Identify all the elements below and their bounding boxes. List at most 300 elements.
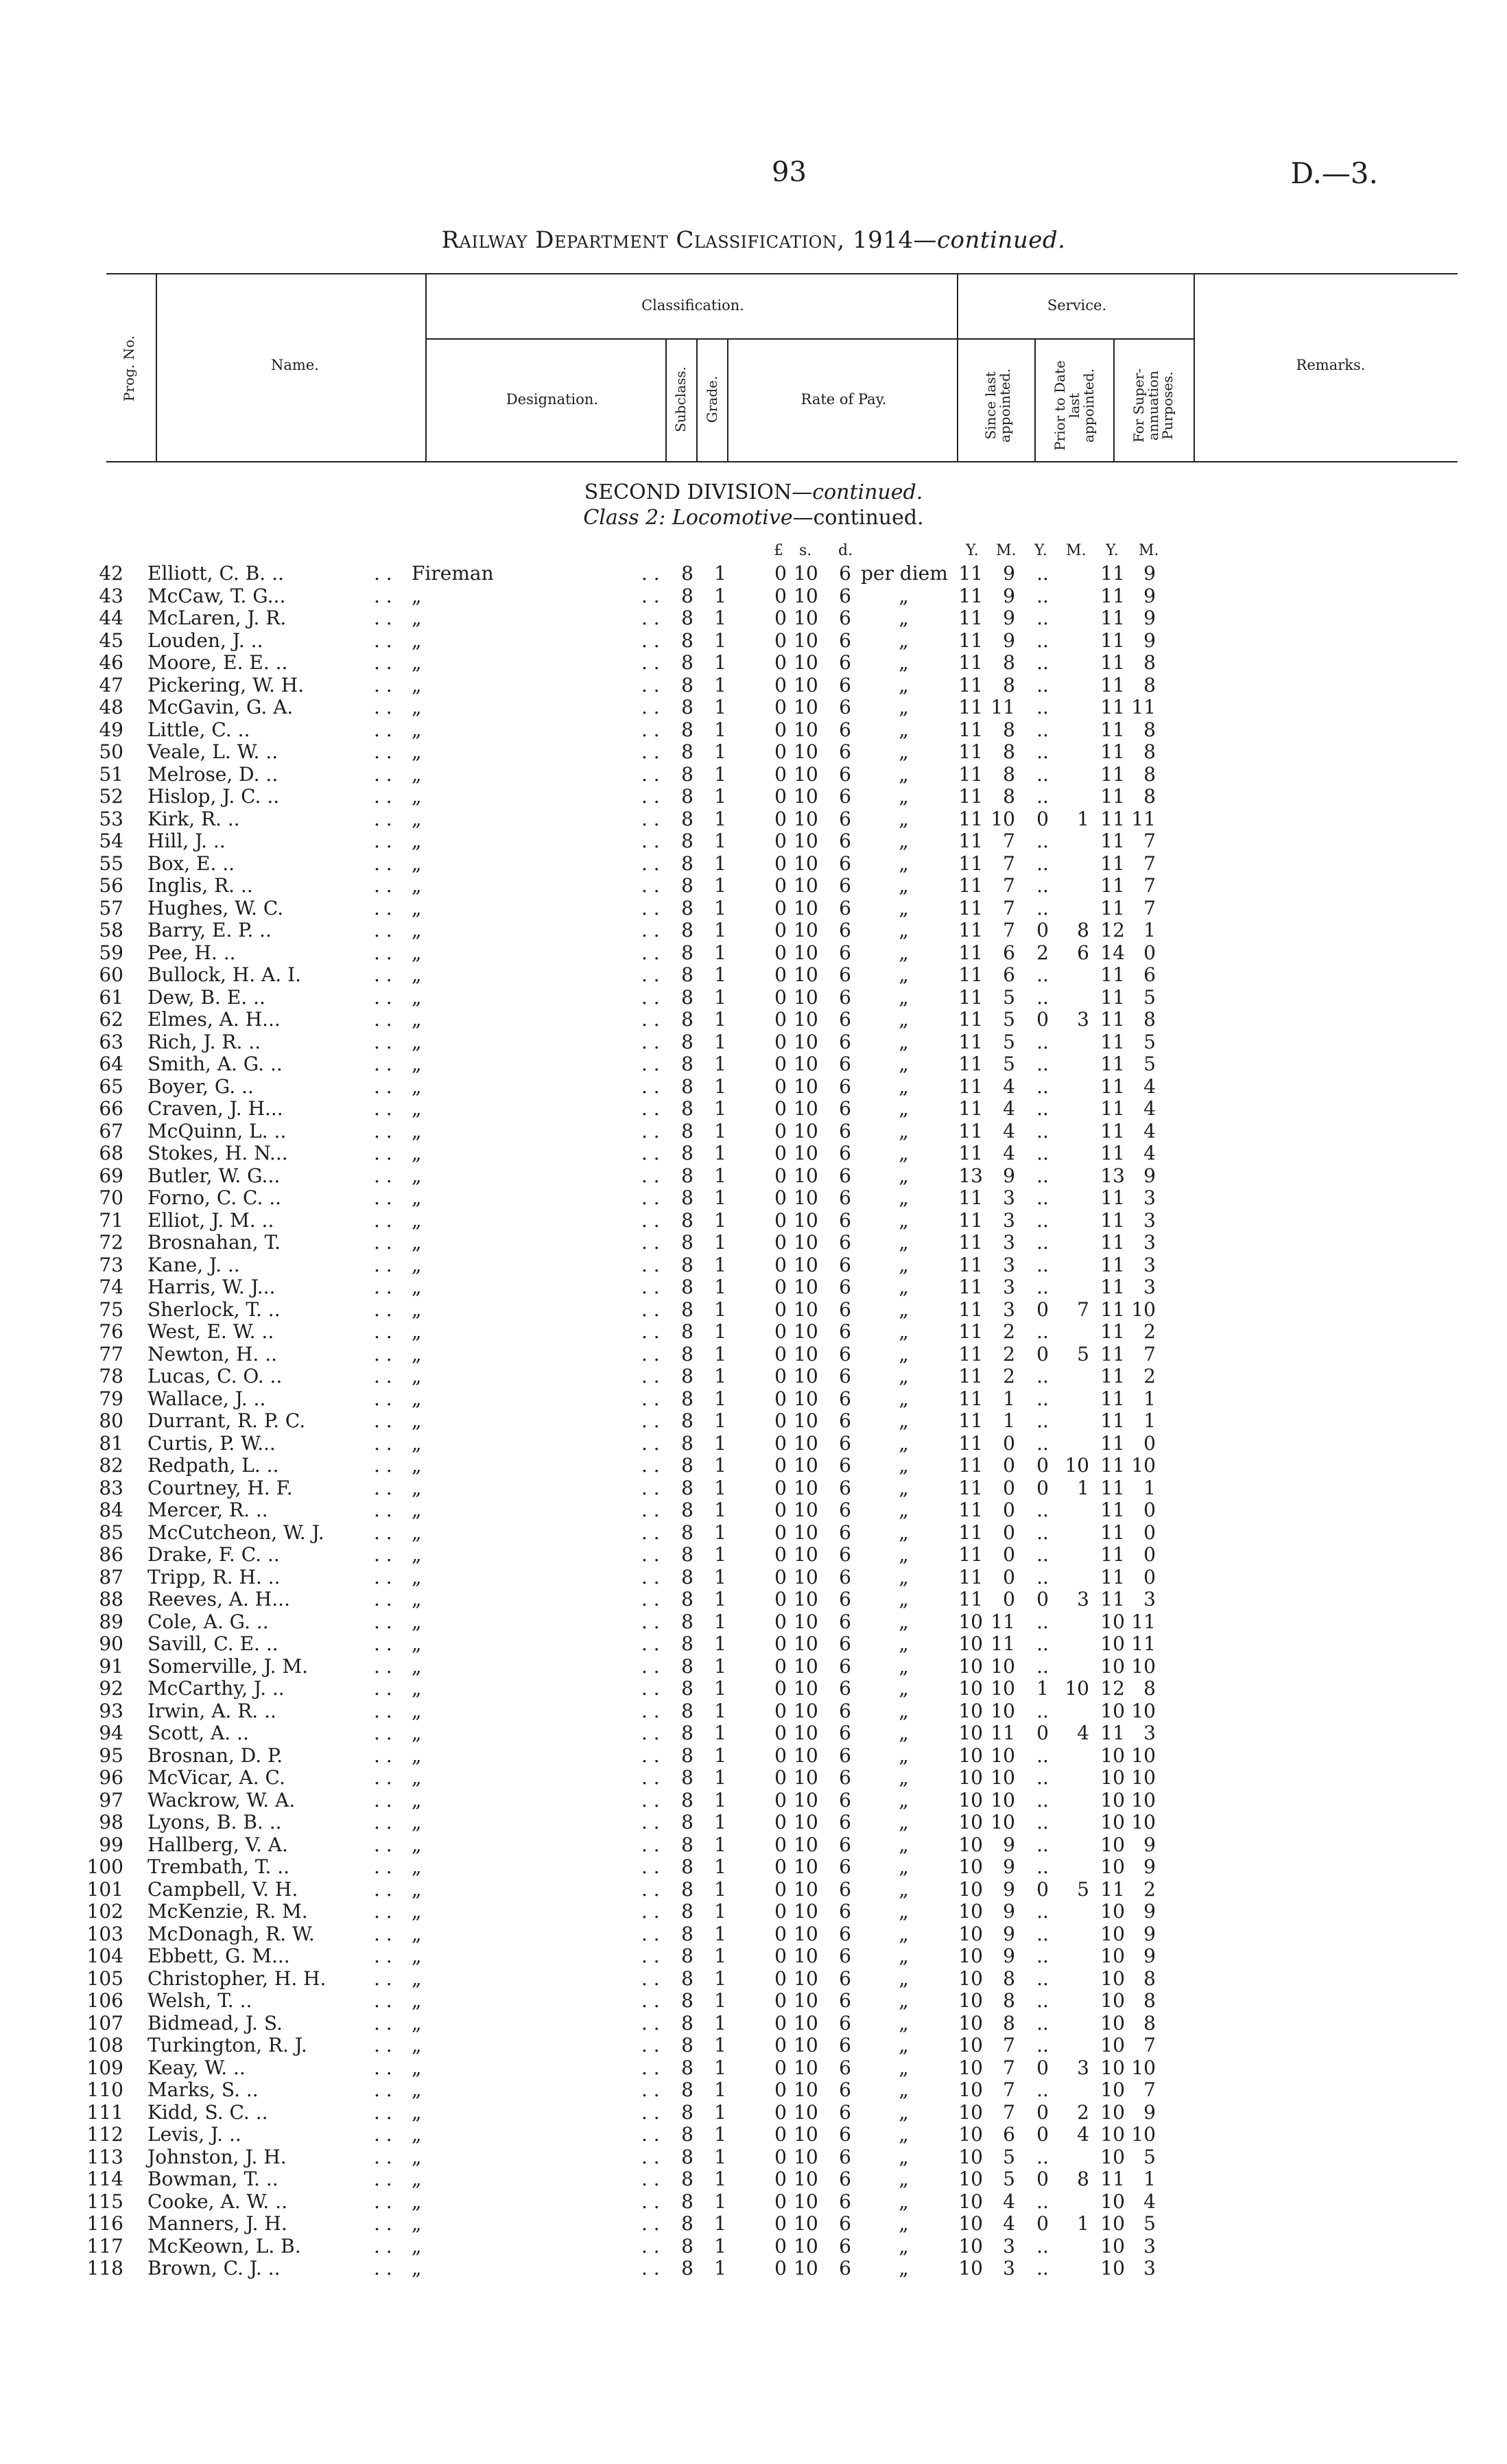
pay-period: „ bbox=[899, 896, 909, 919]
pay-shillings: 10 bbox=[794, 2168, 818, 2190]
leader-dots: . . bbox=[374, 1142, 392, 1164]
pay-pence: 6 bbox=[839, 2011, 851, 2034]
super-years: 10 bbox=[1100, 1811, 1125, 1833]
grade: 1 bbox=[714, 1766, 726, 1789]
prog-no: 53 bbox=[99, 807, 123, 830]
table-row bbox=[0, 1433, 1507, 1455]
employee-name: Pickering, W. H. bbox=[147, 673, 305, 696]
super-months: 4 bbox=[1143, 1097, 1156, 1120]
subclass: 8 bbox=[681, 1431, 693, 1455]
super-months: 9 bbox=[1143, 1945, 1156, 1967]
prior-years: 0 bbox=[1036, 1722, 1049, 1744]
pay-pounds: 0 bbox=[774, 2234, 787, 2257]
pay-shillings: 10 bbox=[794, 2100, 818, 2124]
pay-pence: 6 bbox=[839, 1811, 851, 1833]
grade: 1 bbox=[714, 1119, 726, 1142]
super-months: 11 bbox=[1131, 1610, 1156, 1633]
since-years: 11 bbox=[958, 1075, 983, 1098]
pay-period: „ bbox=[899, 1677, 909, 1700]
leader-dots: . . bbox=[641, 1654, 660, 1678]
pay-period: „ bbox=[899, 1654, 909, 1678]
prior-years: .. bbox=[1036, 1431, 1049, 1455]
pay-pounds: 0 bbox=[774, 1788, 787, 1811]
leader-dots: . . bbox=[641, 1945, 660, 1967]
header-divider-9 bbox=[1194, 273, 1195, 461]
designation: „ bbox=[412, 2212, 422, 2235]
since-years: 10 bbox=[958, 2123, 983, 2146]
leader-dots: . . bbox=[641, 1499, 660, 1521]
prior-years: .. bbox=[1036, 2234, 1049, 2257]
grade: 1 bbox=[714, 1387, 726, 1410]
employee-name: Bidmead, J. S. bbox=[147, 2011, 283, 2034]
prior-years: 0 bbox=[1036, 919, 1049, 941]
super-years: 11 bbox=[1100, 1142, 1125, 1164]
super-years: 11 bbox=[1100, 1877, 1125, 1901]
pay-period: „ bbox=[899, 1521, 909, 1544]
classification-header: Classification. bbox=[641, 297, 744, 314]
table-row bbox=[0, 2079, 1507, 2102]
designation: „ bbox=[412, 1231, 422, 1254]
since-months: 0 bbox=[1003, 1565, 1015, 1588]
pay-shillings: 10 bbox=[794, 2011, 818, 2034]
prior-months: 10 bbox=[1065, 1677, 1089, 1700]
since-years: 10 bbox=[958, 2257, 983, 2279]
subclass: 8 bbox=[681, 1855, 693, 1878]
pay-pence: 6 bbox=[839, 1142, 851, 1164]
table-row bbox=[0, 1923, 1507, 1946]
prior-months: 1 bbox=[1077, 1476, 1089, 1499]
leader-dots: . . bbox=[641, 1543, 660, 1566]
pay-pounds: 0 bbox=[774, 941, 787, 964]
pay-pounds: 0 bbox=[774, 1811, 787, 1833]
subclass: 8 bbox=[681, 696, 693, 718]
table-row bbox=[0, 1745, 1507, 1768]
super-years: 11 bbox=[1100, 1053, 1125, 1075]
table-row bbox=[0, 1722, 1507, 1745]
subclass: 8 bbox=[681, 1142, 693, 1164]
super-years: 11 bbox=[1100, 874, 1125, 897]
pay-shillings: 10 bbox=[794, 963, 818, 986]
since-months: 1 bbox=[1003, 1387, 1015, 1410]
super-months: 1 bbox=[1143, 1476, 1156, 1499]
subclass: 8 bbox=[681, 2078, 693, 2101]
leader-dots: . . bbox=[641, 1699, 660, 1722]
table-row bbox=[0, 741, 1507, 764]
grade: 1 bbox=[714, 2100, 726, 2124]
pay-pounds: 0 bbox=[774, 1945, 787, 1967]
employee-name: Savill, C. E. .. bbox=[147, 1632, 278, 1655]
prior-years: .. bbox=[1036, 1231, 1049, 1254]
prior-years: .. bbox=[1036, 1766, 1049, 1789]
division-heading bbox=[0, 480, 1507, 504]
designation: „ bbox=[412, 2078, 422, 2101]
super-months: 8 bbox=[1143, 1677, 1156, 1700]
since-years: 10 bbox=[958, 1788, 983, 1811]
designation: „ bbox=[412, 985, 422, 1009]
since-years: 11 bbox=[958, 941, 983, 964]
superannuation-header: For Super-annuation Purposes. bbox=[1130, 368, 1176, 443]
pay-pounds: 0 bbox=[774, 1654, 787, 1678]
employee-name: Welsh, T. .. bbox=[147, 1989, 252, 2012]
grade: 1 bbox=[714, 762, 726, 786]
pay-pounds: 0 bbox=[774, 2212, 787, 2235]
employee-name: Mercer, R. .. bbox=[147, 1499, 268, 1521]
prior-years: .. bbox=[1036, 673, 1049, 696]
pay-period: „ bbox=[899, 1766, 909, 1789]
pay-period: „ bbox=[899, 1365, 909, 1387]
pay-pounds: 0 bbox=[774, 762, 787, 786]
designation: „ bbox=[412, 718, 422, 741]
pay-shillings: 10 bbox=[794, 852, 818, 875]
since-years: 11 bbox=[958, 963, 983, 986]
since-months: 8 bbox=[1003, 1989, 1015, 2012]
super-months: 4 bbox=[1143, 2190, 1156, 2213]
pay-shillings: 10 bbox=[794, 651, 818, 674]
pay-shillings: 10 bbox=[794, 1588, 818, 1610]
leader-dots: . . bbox=[641, 2234, 660, 2257]
super-months: 10 bbox=[1131, 1298, 1156, 1321]
super-years: 10 bbox=[1100, 2011, 1125, 2034]
pay-pence: 6 bbox=[839, 941, 851, 964]
grade: 1 bbox=[714, 1053, 726, 1075]
employee-name: Courtney, H. F. bbox=[147, 1476, 293, 1499]
super-years: 12 bbox=[1100, 1677, 1125, 1700]
prior-years: .. bbox=[1036, 762, 1049, 786]
pay-shillings: 10 bbox=[794, 1008, 818, 1031]
subclass: 8 bbox=[681, 1320, 693, 1343]
pay-period: „ bbox=[899, 651, 909, 674]
employee-name: Sherlock, T. .. bbox=[147, 1298, 281, 1321]
subclass: 8 bbox=[681, 1409, 693, 1432]
pay-pounds: 0 bbox=[774, 629, 787, 652]
grade: 1 bbox=[714, 1543, 726, 1566]
designation: „ bbox=[412, 1989, 422, 2012]
grade: 1 bbox=[714, 1253, 726, 1276]
super-years: 10 bbox=[1100, 1922, 1125, 1945]
prior-months: 1 bbox=[1077, 807, 1089, 830]
grade: 1 bbox=[714, 1989, 726, 2012]
pay-shillings: 10 bbox=[794, 1142, 818, 1164]
pay-shillings: 10 bbox=[794, 896, 818, 919]
prior-years: 0 bbox=[1036, 2168, 1049, 2190]
super-years: 11 bbox=[1100, 1543, 1125, 1566]
super-months: 4 bbox=[1143, 1119, 1156, 1142]
subclass: 8 bbox=[681, 1722, 693, 1744]
pay-pounds: 0 bbox=[774, 1208, 787, 1232]
super-years: 10 bbox=[1100, 1744, 1125, 1767]
designation: „ bbox=[412, 629, 422, 652]
prior-years: .. bbox=[1036, 1053, 1049, 1075]
pay-period: „ bbox=[899, 2145, 909, 2168]
leader-dots: . . bbox=[641, 1632, 660, 1655]
super-months: 3 bbox=[1143, 1722, 1156, 1744]
table-row bbox=[0, 942, 1507, 965]
prog-no: 68 bbox=[99, 1142, 123, 1164]
unit-pounds: £ bbox=[774, 542, 783, 559]
table-row bbox=[0, 1879, 1507, 1901]
header-divider-5 bbox=[727, 338, 728, 461]
since-years: 11 bbox=[958, 874, 983, 897]
grade: 1 bbox=[714, 1654, 726, 1678]
super-years: 10 bbox=[1100, 1654, 1125, 1678]
pay-pence: 6 bbox=[839, 1008, 851, 1031]
pay-shillings: 10 bbox=[794, 1387, 818, 1410]
table-row bbox=[0, 1790, 1507, 1812]
employee-name: Elliot, J. M. .. bbox=[147, 1208, 274, 1232]
pay-pence: 6 bbox=[839, 2123, 851, 2146]
prior-years: .. bbox=[1036, 2145, 1049, 2168]
subclass: 8 bbox=[681, 1900, 693, 1923]
designation: „ bbox=[412, 1142, 422, 1164]
pay-shillings: 10 bbox=[794, 1877, 818, 1901]
prior-years: 0 bbox=[1036, 1454, 1049, 1477]
pay-shillings: 10 bbox=[794, 785, 818, 808]
leader-dots: . . bbox=[641, 1722, 660, 1744]
leader-dots: . . bbox=[641, 1342, 660, 1365]
designation: „ bbox=[412, 1298, 422, 1321]
leader-dots: . . bbox=[374, 1276, 392, 1298]
designation: „ bbox=[412, 1766, 422, 1789]
leader-dots: . . bbox=[374, 1811, 392, 1833]
employee-name: Drake, F. C. .. bbox=[147, 1543, 280, 1566]
prior-years: 0 bbox=[1036, 1877, 1049, 1901]
super-months: 9 bbox=[1143, 562, 1156, 585]
super-years: 11 bbox=[1100, 1565, 1125, 1588]
since-months: 6 bbox=[1003, 963, 1015, 986]
employee-name: Veale, L. W. .. bbox=[147, 740, 278, 763]
subclass: 8 bbox=[681, 1811, 693, 1833]
pay-pence: 6 bbox=[839, 673, 851, 696]
table-row bbox=[0, 2124, 1507, 2146]
super-months: 9 bbox=[1143, 607, 1156, 629]
since-months: 7 bbox=[1003, 919, 1015, 941]
leader-dots: . . bbox=[374, 1499, 392, 1521]
since-months: 3 bbox=[1003, 1231, 1015, 1254]
leader-dots: . . bbox=[641, 2123, 660, 2146]
pay-pounds: 0 bbox=[774, 1521, 787, 1544]
table-row bbox=[0, 607, 1507, 630]
leader-dots: . . bbox=[641, 2011, 660, 2034]
prior-years: .. bbox=[1036, 1855, 1049, 1878]
prog-no: 99 bbox=[99, 1833, 123, 1856]
super-years: 11 bbox=[1100, 1499, 1125, 1521]
table-row bbox=[0, 1187, 1507, 1210]
since-months: 10 bbox=[990, 1766, 1015, 1789]
employee-name: Marks, S. .. bbox=[147, 2078, 259, 2101]
pay-shillings: 10 bbox=[794, 985, 818, 1009]
super-years: 10 bbox=[1100, 2234, 1125, 2257]
grade: 1 bbox=[714, 629, 726, 652]
since-months: 3 bbox=[1003, 2257, 1015, 2279]
leader-dots: . . bbox=[641, 941, 660, 964]
header-divider-8 bbox=[1113, 338, 1115, 461]
pay-period: „ bbox=[899, 673, 909, 696]
table-row bbox=[0, 1455, 1507, 1477]
subclass: 8 bbox=[681, 1075, 693, 1098]
subclass-header: Subclass. bbox=[672, 366, 689, 432]
employee-name: Elliott, C. B. .. bbox=[147, 562, 284, 585]
prog-no: 109 bbox=[86, 2056, 123, 2079]
leader-dots: . . bbox=[641, 762, 660, 786]
pay-period: „ bbox=[899, 874, 909, 897]
table-row bbox=[0, 1210, 1507, 1232]
pay-period: „ bbox=[899, 1722, 909, 1744]
pay-pounds: 0 bbox=[774, 2145, 787, 2168]
employee-name: Hill, J. .. bbox=[147, 830, 226, 852]
leader-dots: . . bbox=[641, 1097, 660, 1120]
subclass: 8 bbox=[681, 718, 693, 741]
leader-dots: . . bbox=[374, 2257, 392, 2279]
since-months: 5 bbox=[1003, 985, 1015, 1009]
super-years: 13 bbox=[1100, 1164, 1125, 1187]
header-divider-7 bbox=[1034, 338, 1036, 461]
subclass: 8 bbox=[681, 2100, 693, 2124]
since-years: 11 bbox=[958, 1231, 983, 1254]
pay-pounds: 0 bbox=[774, 2123, 787, 2146]
table-row bbox=[0, 2168, 1507, 2191]
grade: 1 bbox=[714, 985, 726, 1009]
super-years: 11 bbox=[1100, 1476, 1125, 1499]
grade: 1 bbox=[714, 1075, 726, 1098]
leader-dots: . . bbox=[641, 2212, 660, 2235]
super-years: 11 bbox=[1100, 718, 1125, 741]
grade: 1 bbox=[714, 2056, 726, 2079]
employee-name: Johnston, J. H. bbox=[147, 2145, 287, 2168]
grade: 1 bbox=[714, 1610, 726, 1633]
pay-pence: 6 bbox=[839, 874, 851, 897]
employee-name: Tripp, R. H. .. bbox=[147, 1565, 281, 1588]
since-months: 5 bbox=[1003, 1030, 1015, 1053]
subclass: 8 bbox=[681, 2212, 693, 2235]
pay-period: „ bbox=[899, 852, 909, 875]
unit-months-2: M. bbox=[1066, 542, 1087, 559]
leader-dots: . . bbox=[641, 1989, 660, 2012]
leader-dots: . . bbox=[641, 1588, 660, 1610]
leader-dots: . . bbox=[374, 2123, 392, 2146]
employee-name: Inglis, R. .. bbox=[147, 874, 253, 897]
pay-shillings: 10 bbox=[794, 2034, 818, 2056]
leader-dots: . . bbox=[641, 830, 660, 852]
pay-pence: 6 bbox=[839, 963, 851, 986]
subclass: 8 bbox=[681, 1053, 693, 1075]
prog-no: 93 bbox=[99, 1699, 123, 1722]
pay-pence: 6 bbox=[839, 1699, 851, 1722]
leader-dots: . . bbox=[641, 2078, 660, 2101]
subclass: 8 bbox=[681, 1922, 693, 1945]
since-months: 4 bbox=[1003, 1119, 1015, 1142]
grade: 1 bbox=[714, 2034, 726, 2056]
name-header: Name. bbox=[271, 357, 319, 373]
pay-shillings: 10 bbox=[794, 1722, 818, 1744]
since-years: 10 bbox=[958, 1945, 983, 1967]
designation: „ bbox=[412, 1811, 422, 1833]
prog-no: 110 bbox=[86, 2078, 123, 2101]
super-years: 14 bbox=[1100, 941, 1125, 964]
super-years: 11 bbox=[1100, 1298, 1125, 1321]
leader-dots: . . bbox=[641, 1565, 660, 1588]
leader-dots: . . bbox=[641, 607, 660, 629]
super-months: 7 bbox=[1143, 852, 1156, 875]
grade: 1 bbox=[714, 1008, 726, 1031]
grade: 1 bbox=[714, 852, 726, 875]
leader-dots: . . bbox=[641, 1833, 660, 1856]
prior-years: 0 bbox=[1036, 2123, 1049, 2146]
leader-dots: . . bbox=[641, 2100, 660, 2124]
pay-pounds: 0 bbox=[774, 1342, 787, 1365]
prog-no: 66 bbox=[99, 1097, 123, 1120]
table-row bbox=[0, 1678, 1507, 1700]
pay-period: „ bbox=[899, 1610, 909, 1633]
pay-pence: 6 bbox=[839, 1967, 851, 1990]
pay-shillings: 10 bbox=[794, 2078, 818, 2101]
employee-name: Dew, B. E. .. bbox=[147, 985, 265, 1009]
since-years: 10 bbox=[958, 2078, 983, 2101]
since-months: 0 bbox=[1003, 1543, 1015, 1566]
since-years: 10 bbox=[958, 1677, 983, 1700]
prior-years: .. bbox=[1036, 651, 1049, 674]
subclass: 8 bbox=[681, 1298, 693, 1321]
prior-years: .. bbox=[1036, 1164, 1049, 1187]
table-row bbox=[0, 1968, 1507, 1991]
since-years: 11 bbox=[958, 1119, 983, 1142]
pay-shillings: 10 bbox=[794, 1900, 818, 1923]
prior-years: .. bbox=[1036, 607, 1049, 629]
since-years: 11 bbox=[958, 1142, 983, 1164]
prior-years: .. bbox=[1036, 1833, 1049, 1856]
grade: 1 bbox=[714, 1877, 726, 1901]
pay-period: „ bbox=[899, 1008, 909, 1031]
since-months: 7 bbox=[1003, 2078, 1015, 2101]
pay-period: „ bbox=[899, 1387, 909, 1410]
pay-period: „ bbox=[899, 2123, 909, 2146]
subclass: 8 bbox=[681, 1677, 693, 1700]
subclass: 8 bbox=[681, 1610, 693, 1633]
designation: „ bbox=[412, 1387, 422, 1410]
pay-period: „ bbox=[899, 1053, 909, 1075]
pay-pence: 6 bbox=[839, 562, 851, 585]
classification-table-body bbox=[0, 563, 1507, 2280]
employee-name: Durrant, R. P. C. bbox=[147, 1409, 306, 1432]
prog-no: 72 bbox=[99, 1231, 123, 1254]
grade: 1 bbox=[714, 696, 726, 718]
pay-pence: 6 bbox=[839, 1186, 851, 1209]
leader-dots: . . bbox=[641, 1744, 660, 1767]
super-years: 11 bbox=[1100, 762, 1125, 786]
prog-no: 98 bbox=[99, 1811, 123, 1833]
since-months: 9 bbox=[1003, 1855, 1015, 1878]
pay-pounds: 0 bbox=[774, 1722, 787, 1744]
prior-years: .. bbox=[1036, 1075, 1049, 1098]
prog-no: 107 bbox=[86, 2011, 123, 2034]
designation: „ bbox=[412, 2100, 422, 2124]
table-row bbox=[0, 2213, 1507, 2236]
designation: „ bbox=[412, 1788, 422, 1811]
pay-pence: 6 bbox=[839, 1298, 851, 1321]
since-months: 11 bbox=[990, 1610, 1015, 1633]
designation: „ bbox=[412, 607, 422, 629]
subclass: 8 bbox=[681, 852, 693, 875]
pay-shillings: 10 bbox=[794, 2234, 818, 2257]
employee-name: Cole, A. G. .. bbox=[147, 1610, 269, 1633]
pay-period: per diem bbox=[861, 562, 948, 585]
table-row bbox=[0, 1544, 1507, 1567]
pay-pounds: 0 bbox=[774, 1744, 787, 1767]
pay-pence: 6 bbox=[839, 2056, 851, 2079]
since-years: 11 bbox=[958, 696, 983, 718]
pay-pence: 6 bbox=[839, 1900, 851, 1923]
grade: 1 bbox=[714, 1276, 726, 1298]
super-months: 3 bbox=[1143, 1276, 1156, 1298]
